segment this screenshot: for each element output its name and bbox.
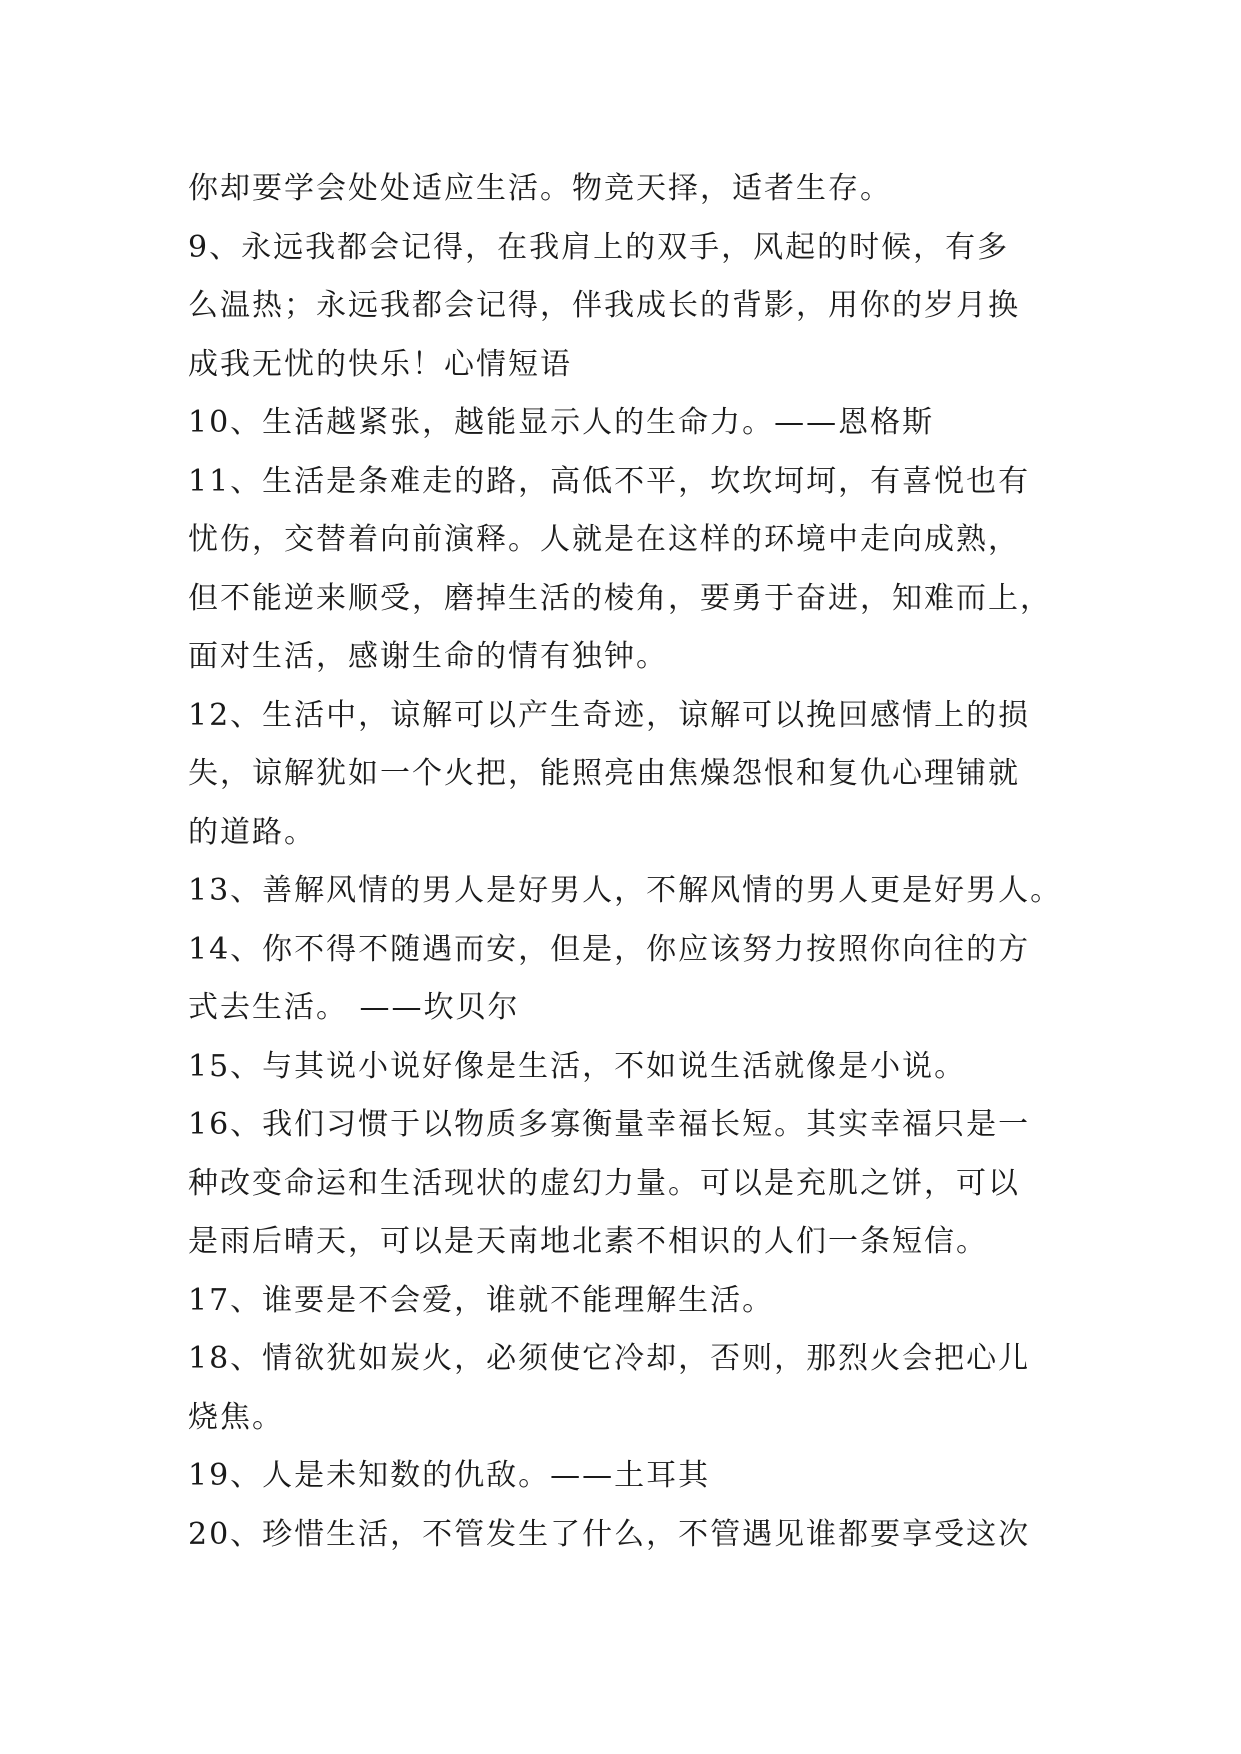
text-line: 9、永远我都会记得，在我肩上的双手，风起的时候，有多	[188, 229, 1010, 265]
text-line: 13、善解风情的男人是好男人，不解风情的男人更是好男人。	[188, 873, 1063, 908]
text-line: 18、情欲犹如炭火，必须使它冷却，否则，那烈火会把心儿	[188, 1341, 1031, 1376]
text-line: 种改变命运和生活现状的虚幻力量。可以是充肌之饼，可以	[188, 1165, 1020, 1201]
text-line: 忧伤，交替着向前演释。人就是在这样的环境中走向成熟，	[188, 522, 1020, 557]
text-line: 的道路。	[188, 814, 316, 850]
text-line: 20、珍惜生活，不管发生了什么，不管遇见谁都要享受这次	[188, 1516, 1031, 1552]
text-line: 16、我们习惯于以物质多寡衡量幸福长短。其实幸福只是一	[188, 1107, 1031, 1142]
text-line: 19、人是未知数的仇敌。——土耳其	[188, 1458, 711, 1493]
text-line: 烧焦。	[188, 1399, 284, 1435]
text-line: 15、与其说小说好像是生活，不如说生活就像是小说。	[188, 1048, 967, 1084]
text-line: 14、你不得不随遇而安，但是，你应该努力按照你向往的方	[188, 931, 1031, 967]
text-line: 但不能逆来顺受，磨掉生活的棱角，要勇于奋进，知难而上，	[188, 580, 1052, 616]
text-line: 失，谅解犹如一个火把，能照亮由焦燥怨恨和复仇心理铺就	[188, 756, 1020, 791]
text-line: 成我无忧的快乐！心情短语	[188, 346, 572, 382]
text-line: 10、生活越紧张，越能显示人的生命力。——恩格斯	[188, 405, 935, 440]
body-text	[188, 160, 1078, 1564]
text-line: 么温热；永远我都会记得，伴我成长的背影，用你的岁月换	[188, 288, 1020, 323]
text-line: 式去生活。 ——坎贝尔	[188, 990, 520, 1025]
text-line: 你却要学会处处适应生活。物竞天择，适者生存。	[188, 171, 892, 206]
text-line: 11、生活是条难走的路，高低不平，坎坎坷坷，有喜悦也有	[188, 463, 1031, 499]
text-line: 17、谁要是不会爱，谁就不能理解生活。	[188, 1282, 775, 1318]
text-line: 面对生活，感谢生命的情有独钟。	[188, 639, 668, 674]
text-line: 12、生活中，谅解可以产生奇迹，谅解可以挽回感情上的损	[188, 697, 1031, 733]
text-line: 是雨后晴天，可以是天南地北素不相识的人们一条短信。	[188, 1224, 988, 1259]
